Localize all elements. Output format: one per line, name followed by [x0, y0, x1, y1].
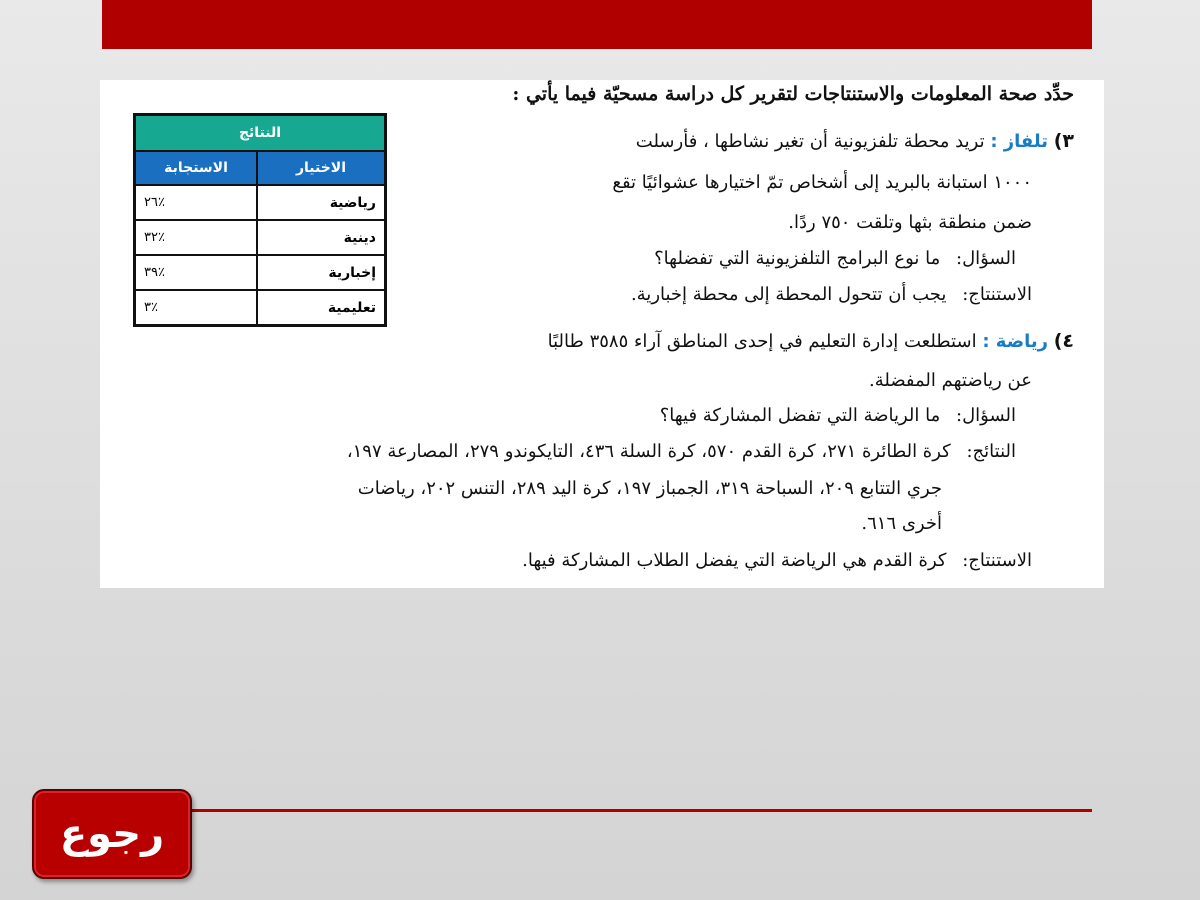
q3-first-line — [636, 130, 1074, 152]
back-button[interactable] — [32, 789, 192, 879]
table-title: النتائج — [135, 115, 386, 152]
q4-conclusion-text: كرة القدم هي الرياضة التي يفضل الطلاب المشاركة فيها. — [522, 550, 947, 571]
bottom-divider — [190, 809, 1092, 812]
results-table — [133, 113, 387, 327]
q4-results-line3: أخرى ٦١٦. — [861, 513, 942, 534]
q3-question — [654, 248, 1016, 269]
q3-question-text: ما نوع البرامج التلفزيونية التي تفضلها؟ — [654, 248, 941, 269]
q4-results-line2: جري التتابع ٢٠٩، السباحة ٣١٩، الجمباز ١٩٧، كرة اليد ٢٨٩، التنس ٢٠٢، رياضات — [357, 478, 942, 499]
choice-cell: تعليمية — [257, 290, 386, 326]
q4-keyword: رياضة : — [982, 331, 1048, 352]
q4-question-label: السؤال: — [956, 405, 1016, 426]
q4-number: ٤) — [1053, 330, 1074, 352]
table-row — [135, 185, 386, 220]
q3-question-label: السؤال: — [956, 248, 1016, 269]
q3-conclusion — [631, 284, 1032, 305]
q3-text-line2: ١٠٠٠ استبانة بالبريد إلى أشخاص تمّ اختيارها عشوائيًا تقع — [612, 172, 1032, 193]
q4-text-line1: استطلعت إدارة التعليم في إحدى المناطق آراء ٣٥٨٥ طالبًا — [547, 331, 977, 352]
table-row — [135, 255, 386, 290]
q4-results-label: النتائج: — [966, 441, 1016, 462]
q3-conclusion-text: يجب أن تتحول المحطة إلى محطة إخبارية. — [630, 284, 947, 305]
response-cell: ٪٣٩ — [135, 255, 258, 290]
instructions-heading: حدِّد صحة المعلومات والاستنتاجات لتقرير كل دراسة مسحيّة فيما يأتي : — [512, 83, 1074, 105]
response-cell: ٪٣ — [135, 290, 258, 326]
textbook-excerpt — [100, 80, 1104, 588]
q4-question — [660, 405, 1016, 426]
column-header-choice: الاختيار — [257, 151, 386, 185]
q3-conclusion-label: الاستنتاج: — [962, 284, 1032, 305]
q3-text-line3: ضمن منطقة بثها وتلقت ٧٥٠ ردًا. — [788, 212, 1032, 233]
q4-text-line2: عن رياضتهم المفضلة. — [868, 370, 1032, 391]
choice-cell: رياضية — [257, 185, 386, 220]
table-row — [135, 290, 386, 326]
column-header-response: الاستجابة — [135, 151, 258, 185]
q4-first-line — [548, 330, 1074, 352]
back-button-label: رجوع — [59, 811, 165, 857]
response-cell: ٪٣٢ — [135, 220, 258, 255]
q4-conclusion — [522, 550, 1032, 571]
q4-conclusion-label: الاستنتاج: — [962, 550, 1032, 571]
q4-results — [347, 441, 1016, 462]
response-cell: ٪٢٦ — [135, 185, 258, 220]
q3-keyword: تلفاز : — [990, 131, 1048, 152]
q4-results-line1: كرة الطائرة ٢٧١، كرة القدم ٥٧٠، كرة السلة ٤٣٦، التايكوندو ٢٧٩، المصارعة ١٩٧، — [346, 441, 951, 462]
q3-text-line1: تريد محطة تلفزيونية أن تغير نشاطها ، فأرسلت — [635, 131, 985, 152]
choice-cell: دينية — [257, 220, 386, 255]
top-banner — [102, 0, 1092, 49]
q4-question-text: ما الرياضة التي تفضل المشاركة فيها؟ — [659, 405, 941, 426]
choice-cell: إخبارية — [257, 255, 386, 290]
table-row — [135, 220, 386, 255]
q3-number: ٣) — [1053, 130, 1074, 152]
